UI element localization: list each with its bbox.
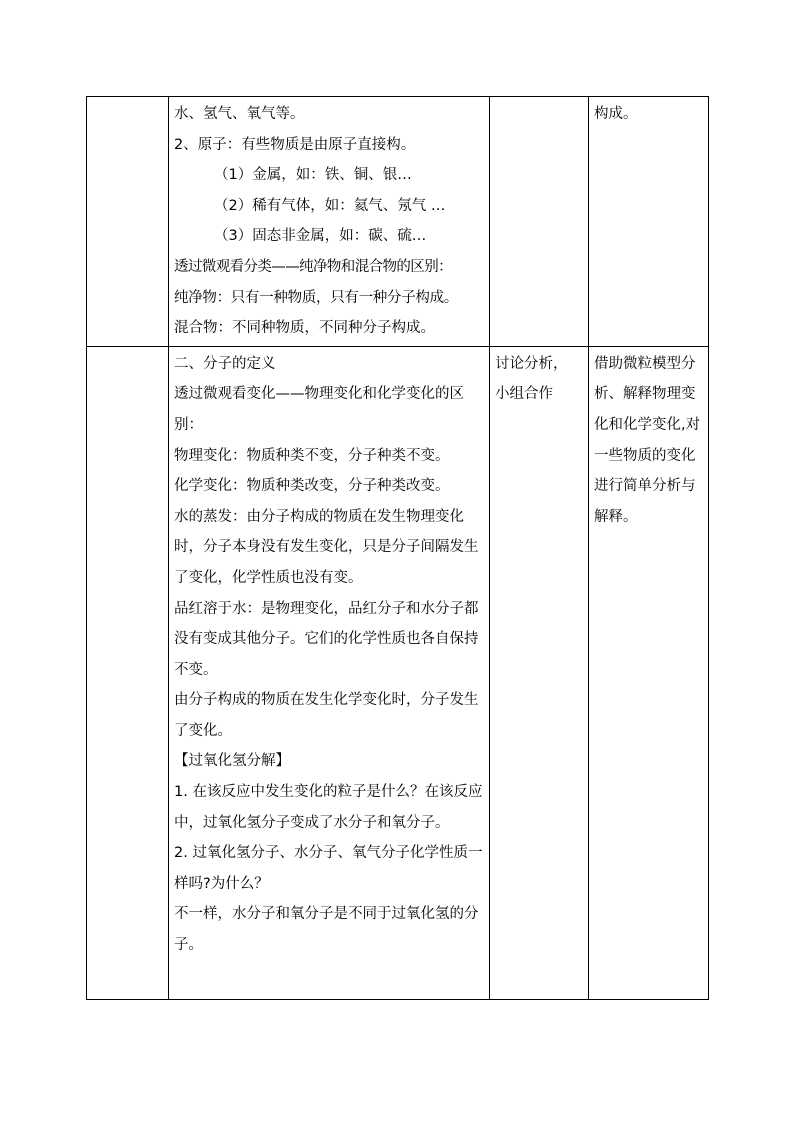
table-row: [87, 97, 709, 347]
content-paragraph: 物理变化：物质种类不变，分子种类不变。: [174, 447, 450, 464]
content-line: 混合物：不同种物质，不同种分子构成。: [174, 320, 435, 337]
table-cell-empty: [87, 97, 169, 347]
method-line: 小组合作: [495, 386, 553, 403]
table-cell-empty: [87, 346, 169, 999]
content-line: 透过微观看分类——纯净物和混合物的区别：: [174, 258, 452, 275]
content-paragraph: 1. 在该反应中发生变化的粒子是什么？在该反应中，过氧化氢分子变成了水分子和氧分子。: [174, 784, 483, 831]
content-paragraph: 水的蒸发：由分子构成的物质在发生物理变化时，分子本身没有发生变化，只是分子间隔发生了变化，化学性质也没有变。: [174, 508, 479, 586]
content-paragraph: 2. 过氧化氢分子、水分子、氧气分子化学性质一样吗?为什么？: [174, 845, 483, 892]
table-cell-method: [490, 97, 589, 347]
content-paragraph: 【过氧化氢分解】: [174, 753, 290, 770]
section-heading: 二、分子的定义: [174, 355, 276, 372]
table-cell-content: [169, 97, 490, 347]
content-paragraph: 由分子构成的物质在发生化学变化时，分子发生了变化。: [174, 692, 479, 739]
method-line: 讨论分析，: [495, 355, 568, 372]
content-line: （3）固态非金属，如：碳、硫…: [214, 228, 427, 245]
table-cell-purpose: 借助微粒模型分析、解释物理变化和化学变化,对一些物质的变化进行简单分析与解释。: [589, 346, 709, 999]
content-paragraph: 品红溶于水：是物理变化，品红分子和水分子都没有变成其他分子。它们的化学性质也各自保持不变。: [174, 600, 479, 678]
content-paragraph: 化学变化：物质种类改变，分子种类改变。: [174, 478, 450, 495]
content-line: （2）稀有气体，如：氦气、氖气 …: [214, 197, 446, 214]
table-row: [87, 346, 709, 999]
content-paragraph: 不一样，水分子和氧分子是不同于过氧化氢的分子。: [174, 906, 479, 954]
content-paragraph: 透过微观看变化——物理变化和化学变化的区别：: [174, 386, 464, 433]
content-line: 2、原子：有些物质是由原子直接构。: [174, 136, 416, 153]
table-cell-content: [169, 346, 490, 999]
content-line: 水、氢气、氧气等。: [174, 106, 305, 122]
table-cell-purpose: 构成。: [589, 97, 709, 347]
content-line: 纯净物：只有一种物质，只有一种分子构成。: [174, 289, 458, 306]
lesson-plan-table: [86, 96, 709, 1000]
content-line: （1）金属，如：铁、铜、银…: [214, 167, 412, 184]
table-cell-method: [490, 346, 589, 999]
